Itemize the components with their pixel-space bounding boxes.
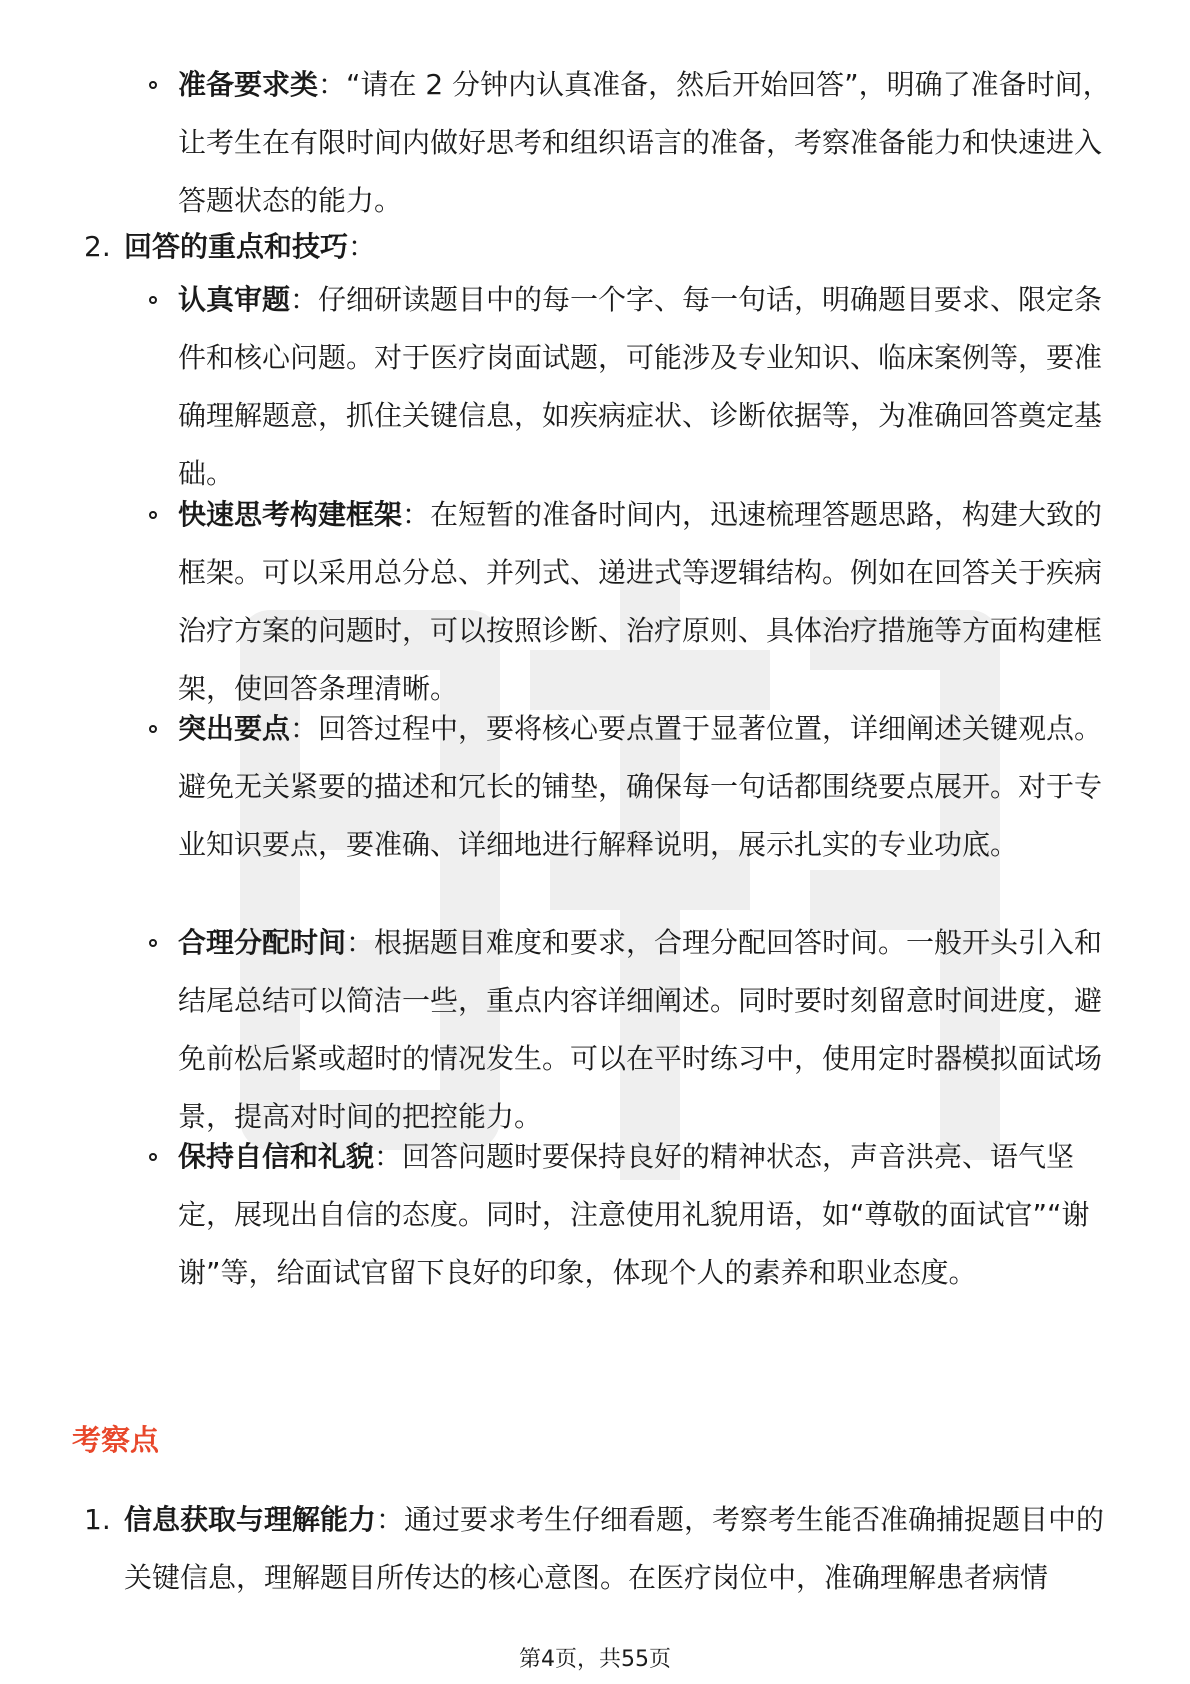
list-item-time-allocation <box>178 914 1112 1146</box>
section-heading-assessment-points: 考察点 <box>72 1423 160 1457</box>
item-label: 突出要点 <box>178 712 291 745</box>
hollow-bullet-icon <box>149 939 157 947</box>
item-text: ：“请在 2 分钟内认真准备，然后开始回答”，明确了准备时间，让考生在有限时间内做好思考和组织语言的准备，考察准备能力和快速进入答题状态的能力。 <box>178 68 1111 217</box>
section-title-colon: ： <box>348 230 377 263</box>
item-text: ：回答问题时要保持良好的精神状态，声音洪亮、语气坚定，展现出自信的态度。同时，注意使用礼貌用语，如“尊敬的面试官”“谢谢”等，给面试官留下良好的印象，体现个人的素养和职业态度。 <box>178 1140 1090 1289</box>
numbered-heading-answer-tips <box>84 218 1114 276</box>
item-text: ：根据题目难度和要求，合理分配回答时间。一般开头引入和结尾总结可以简洁一些，重点内容详细阐述。同时要时刻留意时间进度，避免前松后紧或超时的情况发生。可以在平时练习中，使用定时器模拟面试场景，提高对时间的把控能力。 <box>178 926 1103 1133</box>
list-item-confidence-courtesy <box>178 1128 1112 1302</box>
hollow-bullet-icon <box>149 725 157 733</box>
item-label: 准备要求类 <box>178 68 319 101</box>
list-item-prep-requirement <box>178 56 1112 230</box>
hollow-bullet-icon <box>149 296 157 304</box>
hollow-bullet-icon <box>149 511 157 519</box>
page-footer: 第4页，共55页 <box>519 1647 671 1672</box>
list-number: 1. <box>84 1503 111 1536</box>
list-item-highlight-points <box>178 700 1112 874</box>
list-item-build-framework <box>178 486 1112 718</box>
hollow-bullet-icon <box>149 1153 157 1161</box>
item-text: ：回答过程中，要将核心要点置于显著位置，详细阐述关键观点。避免无关紧要的描述和冗长的铺垫，确保每一句话都围绕要点展开。对于专业知识要点，要准确、详细地进行解释说明，展示扎实的专业功底。 <box>178 712 1103 861</box>
item-label: 快速思考构建框架 <box>178 498 403 531</box>
item-label: 信息获取与理解能力 <box>124 1503 377 1536</box>
list-item-review-question <box>178 271 1112 503</box>
item-label: 合理分配时间 <box>178 926 347 959</box>
list-number: 2. <box>84 230 111 263</box>
item-text: ：通过要求考生仔细看题，考察考生能否准确捕捉题目中的关键信息，理解题目所传达的核心意图。在医疗岗位中，准确理解患者病情 <box>124 1503 1105 1594</box>
item-label: 保持自信和礼貌 <box>178 1140 375 1173</box>
item-text: ：仔细研读题目中的每一个字、每一句话，明确题目要求、限定条件和核心问题。对于医疗岗面试题，可能涉及专业知识、临床案例等，要准确理解题意，抓住关键信息，如疾病症状、诊断依据等，为准确回答奠定基础。 <box>178 283 1103 490</box>
list-item-information-comprehension <box>84 1491 1114 1607</box>
section-title: 回答的重点和技巧 <box>124 230 349 263</box>
item-label: 认真审题 <box>178 283 291 316</box>
hollow-bullet-icon <box>149 81 157 89</box>
item-text: ：在短暂的准备时间内，迅速梳理答题思路，构建大致的框架。可以采用总分总、并列式、递进式等逻辑结构。例如在回答关于疾病治疗方案的问题时，可以按照诊断、治疗原则、具体治疗措施等方面构建框架，使回答条理清晰。 <box>178 498 1103 705</box>
